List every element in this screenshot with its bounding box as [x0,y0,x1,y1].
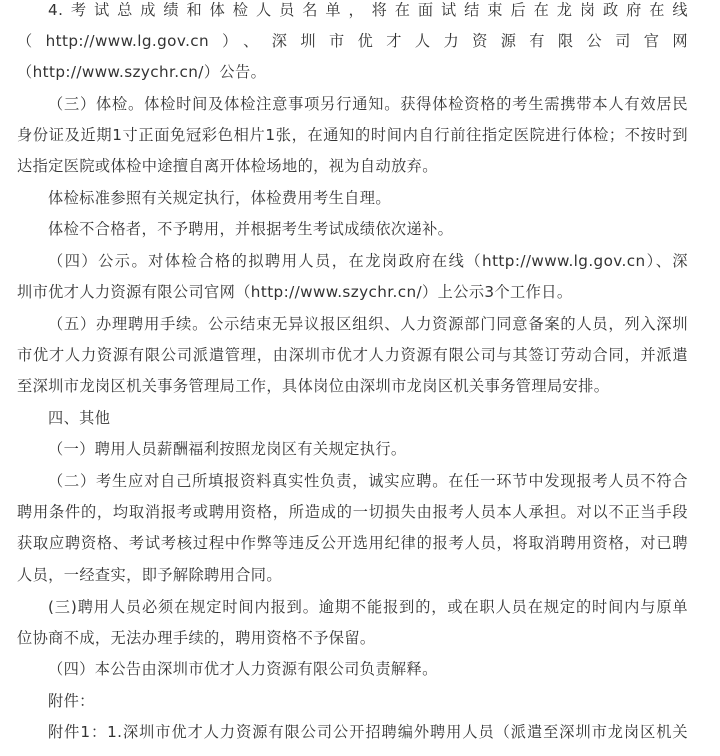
paragraph-line: （http://www.szychr.cn/）公告。 [17,63,267,81]
section-heading: 四、其他 [48,409,111,427]
paragraph-line: 人员，一经查实，即予解除聘用合同。 [17,566,282,584]
paragraph-line: （四）本公告由深圳市优才人力资源有限公司负责解释。 [48,660,438,678]
paragraph-line: 身份证及近期1寸正面免冠彩色相片1张，在通知的时间内自行前往指定医院进行体检；不按时到 [17,126,688,144]
paragraph-line: （三）体检。体检时间及体检注意事项另行通知。获得体检资格的考生需携带本人有效居民 [48,95,688,113]
paragraph-line: （一）聘用人员薪酬福利按照龙岗区有关规定执行。 [48,440,407,458]
paragraph-line: 聘用条件的，均取消报考或聘用资格，所造成的一切损失由报考人员本人承担。对以不正当手段 [17,503,688,521]
paragraph-line: 圳市优才人力资源有限公司官网（http://www.szychr.cn/）上公示3个工作日。 [17,283,573,301]
paragraph-line: 4.考试总成绩和体检人员名单，将在面试结束后在龙岗政府在线 [48,1,688,19]
paragraph-line: （二）考生应对自己所填报资料真实性负责，诚实应聘。在任一环节中发现报考人员不符合 [48,472,688,490]
paragraph-line: (三)聘用人员必须在规定时间内报到。逾期不能报到的，或在职人员在规定的时间内与原单 [48,598,688,616]
paragraph-line: 体检不合格者，不予聘用，并根据考生考试成绩依次递补。 [48,220,454,238]
paragraph-line: 至深圳市龙岗区机关事务管理局工作，具体岗位由深圳市龙岗区机关事务管理局安排。 [17,377,610,395]
paragraph-line: 位协商不成，无法办理手续的，聘用资格不予保留。 [17,629,376,647]
paragraph-line: 体检标准参照有关规定执行，体检费用考生自理。 [48,189,391,207]
paragraph-line: 达指定医院或体检中途擅自离开体检场地的，视为自动放弃。 [17,157,438,175]
paragraph-line: （http://www.lg.gov.cn）、深圳市优才人力资源有限公司官网 [17,32,688,50]
paragraph-line: （四）公示。对体检合格的拟聘用人员，在龙岗政府在线（http://www.lg.gov.cn）、深 [48,252,688,270]
paragraph-line: 获取应聘资格、考试考核过程中作弊等违反公开选用纪律的报考人员，将取消聘用资格，对已聘 [17,534,688,552]
attachment-item: 附件1：1.深圳市优才人力资源有限公司公开招聘编外聘用人员（派遣至深圳市龙岗区机关 [48,723,688,741]
attachments-label: 附件： [48,692,95,710]
paragraph-line: 市优才人力资源有限公司派遣管理，由深圳市优才人力资源有限公司与其签订劳动合同，并派遣 [17,346,688,364]
paragraph-line: （五）办理聘用手续。公示结束无异议报区组织、人力资源部门同意备案的人员，列入深圳 [48,315,688,333]
